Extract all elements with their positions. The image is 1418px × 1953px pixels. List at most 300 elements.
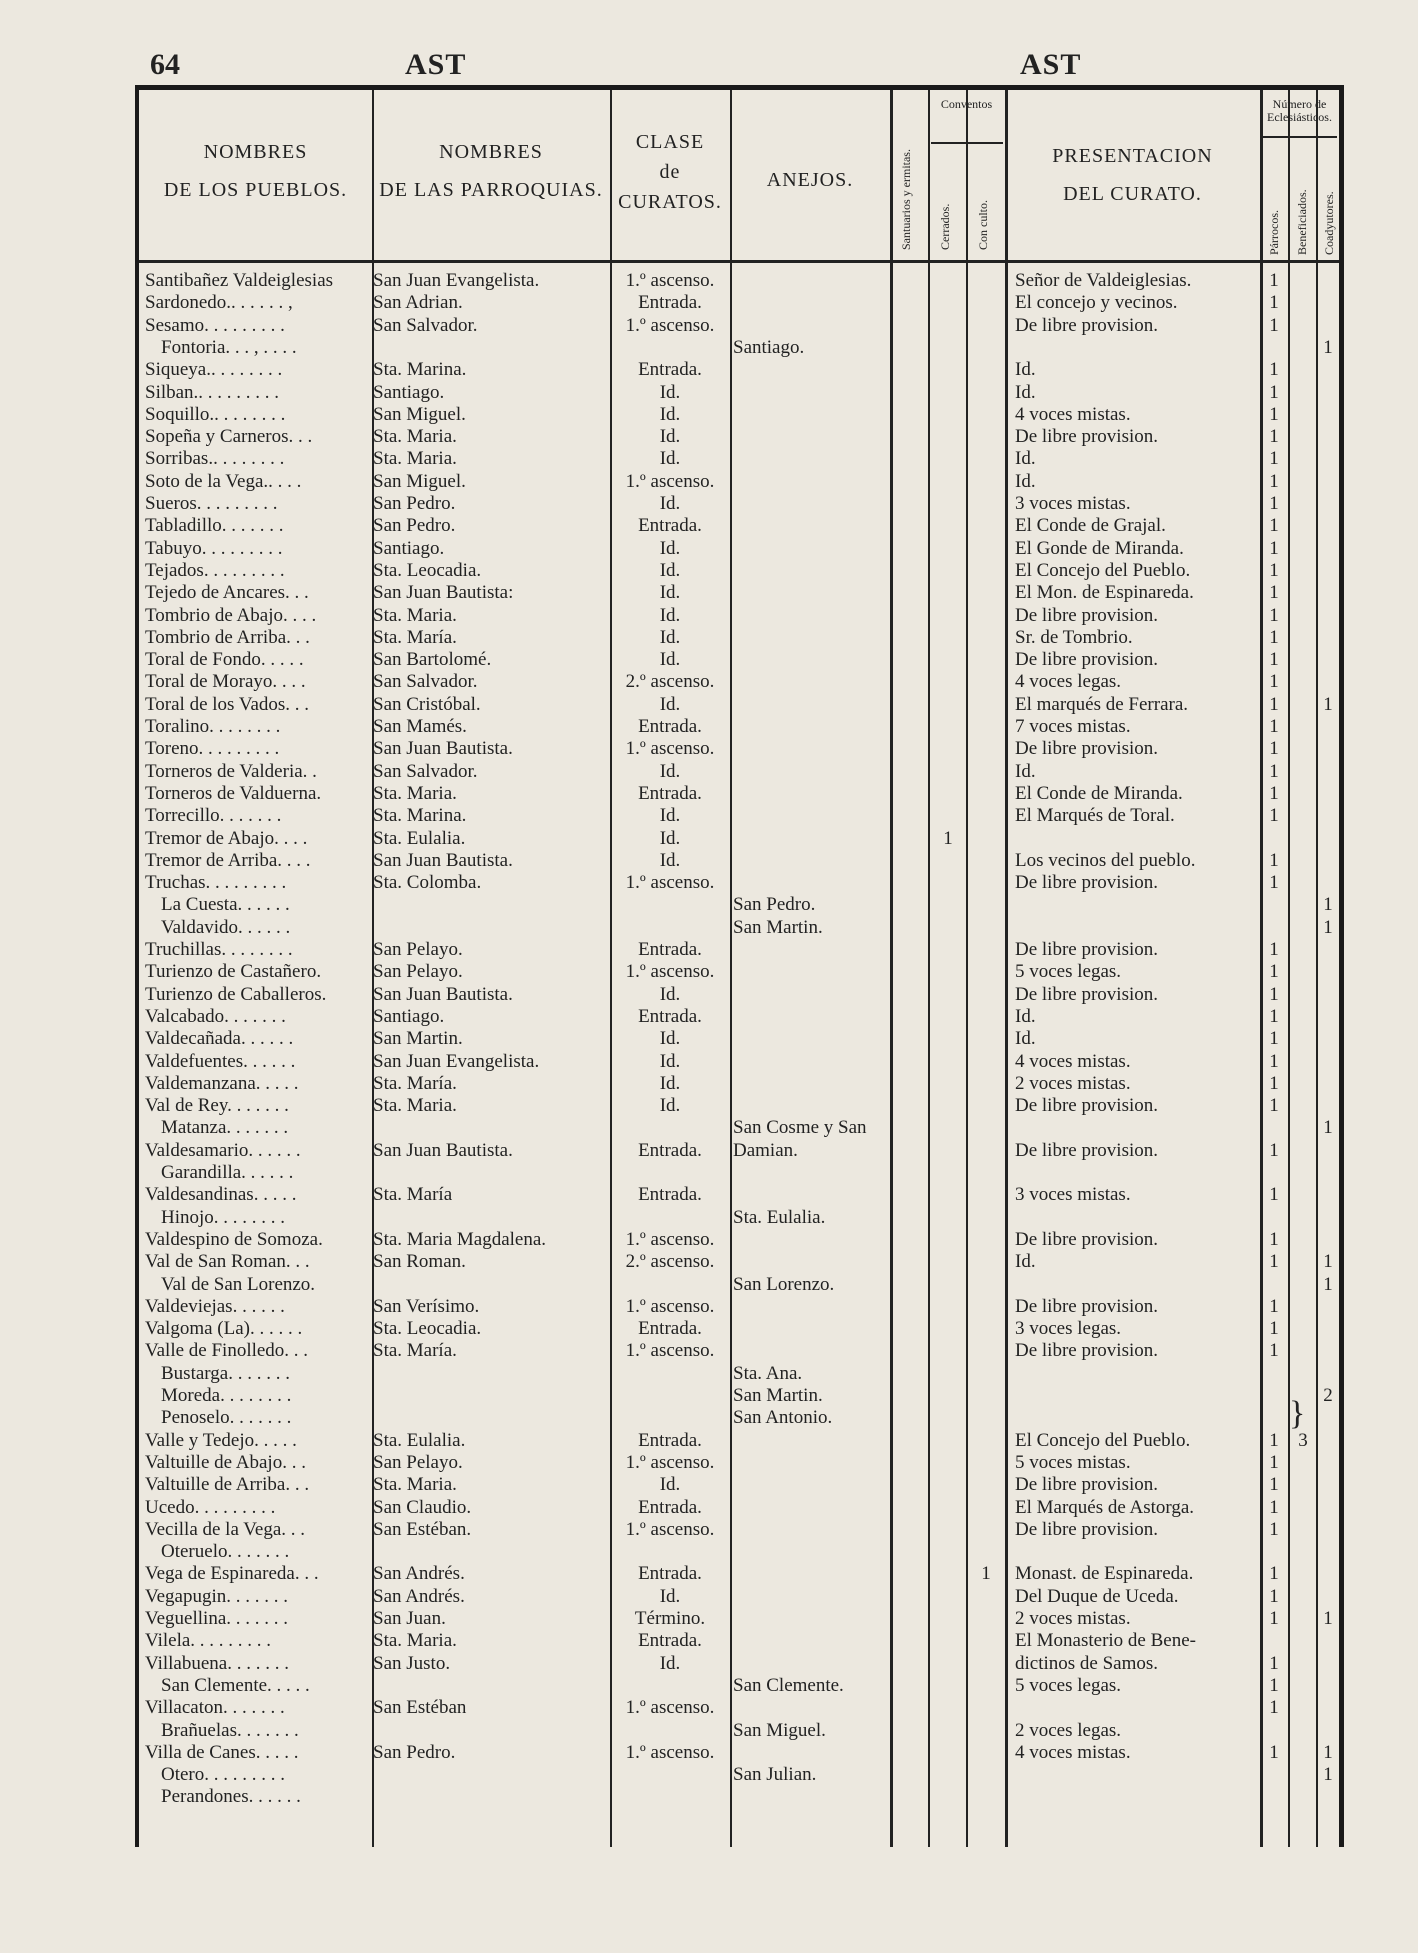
table-row <box>139 649 1339 671</box>
anejo-cell: San Martin. <box>733 1385 823 1406</box>
parrocos-cell: 1 <box>1269 1095 1279 1117</box>
parroquia-cell: San Pedro. <box>373 493 456 514</box>
pueblo-cell: Tremor de Abajo. . . . <box>145 827 308 849</box>
pueblo-cell: Toral de los Vados. . . <box>145 693 310 715</box>
pueblo-cell: Torneros de Valderia. . <box>145 760 317 782</box>
parroquia-cell: San Pedro. <box>373 1741 456 1763</box>
table-row <box>139 471 1339 493</box>
running-head-right: AST <box>1020 48 1082 81</box>
header-beneficiados: Beneficiados. <box>1295 189 1309 255</box>
anejo-cell: San Antonio. <box>733 1407 833 1429</box>
anejo-cell: San Cosme y San <box>733 1117 867 1139</box>
beneficiados-cell: 3 <box>1298 1429 1308 1451</box>
pueblo-cell: Fontoria. . . , . . . . <box>161 336 297 358</box>
parroquia-cell: San Juan Evangelista. <box>373 1050 540 1072</box>
header-parroquias: NOMBRES DE LAS PARROQUIAS. <box>379 141 603 201</box>
table-row <box>139 1073 1339 1095</box>
parrocos-cell: 1 <box>1269 1184 1279 1206</box>
parroquia-cell: San Juan Evangelista. <box>373 270 540 291</box>
presentacion-cell: 5 voces legas. <box>1015 1674 1122 1696</box>
pueblo-cell: Val de Rey. . . . . . . <box>145 1095 289 1117</box>
parroquia-cell: Sta. Maria. <box>373 1474 457 1496</box>
parroquia-cell: San Juan Bautista. <box>373 983 513 1005</box>
pueblo-cell: Brañuelas. . . . . . . <box>161 1719 299 1741</box>
table-row <box>139 538 1339 560</box>
pueblo-cell: Valdefuentes. . . . . . <box>145 1050 296 1072</box>
parrocos-cell: 1 <box>1269 381 1279 403</box>
pueblo-cell: Turienzo de Caballeros. <box>145 983 327 1005</box>
coadyutores-cell: 2 <box>1323 1385 1333 1406</box>
parrocos-cell: 1 <box>1269 493 1279 514</box>
parroquia-cell: Sta. María. <box>373 1072 457 1094</box>
coadyutores-cell: 1 <box>1323 1273 1333 1295</box>
parrocos-cell: 1 <box>1269 1451 1279 1473</box>
presentacion-cell: El Gonde de Miranda. <box>1015 537 1184 559</box>
con-culto-cell: 1 <box>981 1563 991 1585</box>
pueblo-cell: La Cuesta. . . . . . <box>161 894 290 916</box>
parroquia-cell: San Salvador. <box>373 671 478 693</box>
presentacion-cell: 3 voces mistas. <box>1015 1184 1131 1206</box>
clase-cell: Id. <box>659 649 681 671</box>
header-pueblos: NOMBRES DE LOS PUEBLOS. <box>163 141 348 201</box>
presentacion-cell: El Conde de Grajal. <box>1015 515 1166 537</box>
header-cerrados: Cerrados. <box>938 203 952 250</box>
parrocos-cell: 1 <box>1269 270 1279 291</box>
pueblo-cell: Villabuena. . . . . . . <box>145 1652 289 1674</box>
pueblo-cell: Garandilla. . . . . . <box>161 1162 294 1183</box>
table-row <box>139 961 1339 983</box>
table-row <box>139 1586 1339 1608</box>
clase-cell: Término. <box>634 1608 706 1629</box>
presentacion-cell: De libre provision. <box>1015 738 1159 760</box>
table-row <box>139 1697 1339 1719</box>
clase-cell: Entrada. <box>638 939 702 960</box>
presentacion-cell: 4 voces mistas. <box>1015 403 1131 425</box>
parroquia-cell: Sta. Maria. <box>373 1095 457 1117</box>
table-row <box>139 872 1339 894</box>
table-row <box>139 1028 1339 1050</box>
table-row <box>139 1675 1339 1697</box>
pueblo-cell: Soto de la Vega.. . . . <box>145 470 302 492</box>
parroquia-cell: San Pelayo. <box>373 961 463 983</box>
presentacion-cell: 4 voces mistas. <box>1015 1741 1131 1763</box>
pueblo-cell: Valle y Tedejo. . . . . <box>145 1429 297 1451</box>
parroquia-cell: San Andrés. <box>373 1585 465 1607</box>
header-conventos: Conventos <box>940 97 993 111</box>
coadyutores-cell: 1 <box>1323 693 1333 715</box>
parrocos-cell: 1 <box>1269 359 1279 381</box>
parrocos-cell: 1 <box>1269 849 1279 871</box>
pueblo-cell: Val de San Lorenzo. <box>161 1273 316 1295</box>
pueblo-cell: Valdespino de Somoza. <box>145 1228 323 1250</box>
table-row <box>139 1051 1339 1073</box>
parrocos-cell: 1 <box>1269 1028 1279 1050</box>
clase-cell: Entrada. <box>638 782 702 804</box>
table-row <box>139 939 1339 961</box>
pueblo-cell: Vecilla de la Vega. . . <box>145 1518 306 1540</box>
pueblo-cell: Villacaton. . . . . . . <box>145 1697 285 1719</box>
table-row <box>139 582 1339 604</box>
table-row <box>139 1452 1339 1474</box>
table-row <box>139 359 1339 381</box>
pueblo-cell: Toral de Fondo. . . . . <box>145 649 304 671</box>
parroquia-cell: San Bartolomé. <box>373 649 492 671</box>
table-row <box>139 738 1339 760</box>
clase-cell: Id. <box>659 827 681 849</box>
clase-cell: 1.º ascenso. <box>625 314 715 336</box>
anejo-cell: Santiago. <box>733 336 805 358</box>
presentacion-cell: Los vecinos del pueblo. <box>1015 849 1196 871</box>
moreda-brace-icon: } <box>1289 1395 1306 1432</box>
parroquia-cell: San Salvador. <box>373 760 478 782</box>
parroquia-cell: San Juan Bautista. <box>373 1139 513 1161</box>
coadyutores-cell: 1 <box>1323 1251 1333 1273</box>
anejo-cell: Sta. Ana. <box>733 1362 803 1384</box>
table-row <box>139 694 1339 716</box>
parroquia-cell: San Juan. <box>373 1608 446 1629</box>
table-row <box>139 1430 1339 1452</box>
parroquia-cell: San Justo. <box>373 1652 451 1674</box>
table-row <box>139 805 1339 827</box>
parrocos-cell: 1 <box>1269 961 1279 983</box>
presentacion-cell: De libre provision. <box>1015 1295 1159 1317</box>
parrocos-cell: 1 <box>1269 1251 1279 1273</box>
table-row <box>139 1630 1339 1652</box>
parroquia-cell: San Martin. <box>373 1028 463 1050</box>
parrocos-cell: 1 <box>1269 649 1279 671</box>
table-row <box>139 984 1339 1006</box>
table-row <box>139 493 1339 515</box>
presentacion-cell: 2 voces mistas. <box>1015 1072 1131 1094</box>
parrocos-cell: 1 <box>1269 1585 1279 1607</box>
table-row <box>139 1786 1339 1808</box>
parrocos-cell: 1 <box>1269 604 1279 626</box>
parroquia-cell: San Miguel. <box>373 470 466 492</box>
pueblo-cell: Turienzo de Castañero. <box>145 961 322 983</box>
presentacion-cell: El Marqués de Astorga. <box>1015 1496 1195 1518</box>
presentacion-cell: Id. <box>1015 359 1036 381</box>
clase-cell: 1.º ascenso. <box>625 872 715 894</box>
clase-cell: Id. <box>659 1028 681 1050</box>
table-row <box>139 448 1339 470</box>
clase-cell: Id. <box>659 381 681 403</box>
pueblo-cell: San Clemente. . . . . <box>161 1674 310 1696</box>
pueblo-cell: Moreda. . . . . . . . <box>161 1385 292 1406</box>
parrocos-cell: 1 <box>1269 1318 1279 1340</box>
parroquia-cell: Sta. Colomba. <box>373 872 482 894</box>
anejo-cell: San Martin. <box>733 916 823 938</box>
table-row <box>139 1006 1339 1028</box>
coadyutores-cell: 1 <box>1323 916 1333 938</box>
parrocos-cell: 1 <box>1269 426 1279 448</box>
presentacion-cell: El Monasterio de Bene- <box>1015 1630 1196 1652</box>
clase-cell: 1.º ascenso. <box>625 1228 715 1250</box>
pueblo-cell: Tabuyo. . . . . . . . . <box>145 537 283 559</box>
clase-cell: Id. <box>659 537 681 559</box>
pueblo-cell: Valdesandinas. . . . . <box>145 1184 297 1206</box>
coadyutores-cell: 1 <box>1323 1764 1333 1786</box>
pueblo-cell: Hinojo. . . . . . . . <box>161 1206 286 1228</box>
parish-table <box>135 85 1344 1847</box>
clase-cell: Entrada. <box>638 1563 702 1585</box>
pueblo-cell: Silban.. . . . . . . . . <box>145 381 280 403</box>
pueblo-cell: Valtuille de Arriba. . . <box>145 1474 310 1496</box>
pueblo-cell: Valgoma (La). . . . . . <box>145 1318 303 1340</box>
parroquia-cell: San Juan Bautista: <box>373 582 514 604</box>
parrocos-cell: 1 <box>1269 515 1279 537</box>
table-row <box>139 270 1339 292</box>
anejo-cell: San Lorenzo. <box>733 1273 835 1295</box>
clase-cell: Entrada. <box>638 1496 702 1518</box>
presentacion-cell: 7 voces mistas. <box>1015 716 1131 737</box>
pueblo-cell: Tejados. . . . . . . . . <box>145 559 285 581</box>
numero-brace <box>1262 136 1337 138</box>
parroquia-cell: San Cristóbal. <box>373 693 481 715</box>
pueblo-cell: Toralino. . . . . . . . <box>145 716 281 737</box>
parrocos-cell: 1 <box>1269 1050 1279 1072</box>
presentacion-cell: De libre provision. <box>1015 1340 1159 1362</box>
pueblo-cell: Valdesamario. . . . . . <box>145 1139 301 1161</box>
clase-cell: Entrada. <box>638 1139 702 1161</box>
presentacion-cell: 3 voces legas. <box>1015 1318 1122 1340</box>
clase-cell: 1.º ascenso. <box>625 1340 715 1362</box>
parroquia-cell: Sta. Leocadia. <box>373 559 482 581</box>
parrocos-cell: 1 <box>1269 559 1279 581</box>
header-coadyutores: Coadyutores. <box>1322 191 1336 255</box>
table-row <box>139 627 1339 649</box>
pueblo-cell: Siqueya.. . . . . . . . <box>145 359 283 381</box>
table-row <box>139 1385 1339 1407</box>
parroquia-cell: Sta. María. <box>373 626 457 648</box>
parroquia-cell: San Mamés. <box>373 716 467 737</box>
pueblo-cell: Soquillo.. . . . . . . . <box>145 403 286 425</box>
clase-cell: Id. <box>659 805 681 827</box>
presentacion-cell: El Mon. de Espinareda. <box>1015 582 1194 604</box>
table-row <box>139 560 1339 582</box>
clase-cell: Id. <box>659 849 681 871</box>
pueblo-cell: Otero. . . . . . . . . <box>161 1764 286 1786</box>
parroquia-cell: San Pelayo. <box>373 939 463 960</box>
clase-cell: Id. <box>659 693 681 715</box>
parroquia-cell: San Juan Bautista. <box>373 849 513 871</box>
table-row <box>139 1140 1339 1162</box>
parrocos-cell: 1 <box>1269 1005 1279 1027</box>
presentacion-cell: Id. <box>1015 381 1036 403</box>
parrocos-cell: 1 <box>1269 1228 1279 1250</box>
pueblo-cell: Vilela. . . . . . . . . <box>145 1630 272 1652</box>
table-row <box>139 1229 1339 1251</box>
table-row <box>139 426 1339 448</box>
table-row <box>139 671 1339 693</box>
clase-cell: Id. <box>659 626 681 648</box>
clase-cell: Id. <box>659 604 681 626</box>
table-row <box>139 1541 1339 1563</box>
parrocos-cell: 1 <box>1269 470 1279 492</box>
pueblo-cell: Truchas. . . . . . . . . <box>145 872 287 894</box>
table-row <box>139 1742 1339 1764</box>
parrocos-cell: 1 <box>1269 1340 1279 1362</box>
anejo-cell: Damian. <box>733 1139 798 1161</box>
parrocos-cell: 1 <box>1269 582 1279 604</box>
pueblo-cell: Penoselo. . . . . . . <box>161 1407 292 1429</box>
pueblo-cell: Valdemanzana. . . . . <box>145 1072 299 1094</box>
parroquia-cell: Sta. María. <box>373 1340 457 1362</box>
pueblo-cell: Tejedo de Ancares. . . <box>145 582 309 604</box>
clase-cell: Entrada. <box>638 292 702 314</box>
presentacion-cell: El Marqués de Toral. <box>1015 805 1175 827</box>
clase-cell: 1.º ascenso. <box>625 738 715 760</box>
table-row <box>139 1720 1339 1742</box>
header-santuarios: Santuarios y ermitas. <box>899 149 913 250</box>
anejo-cell: Sta. Eulalia. <box>733 1206 826 1228</box>
clase-cell: 2.º ascenso. <box>625 1251 715 1273</box>
presentacion-cell: De libre provision. <box>1015 1474 1159 1496</box>
parroquia-cell: San Miguel. <box>373 403 466 425</box>
presentacion-cell: El concejo y vecinos. <box>1015 292 1178 314</box>
header-presentacion: PRESENTACION DEL CURATO. <box>1052 145 1213 205</box>
presentacion-cell: 5 voces mistas. <box>1015 1451 1131 1473</box>
parroquia-cell: Santiago. <box>373 537 445 559</box>
table-row <box>139 1318 1339 1340</box>
parroquia-cell: San Pedro. <box>373 515 456 537</box>
table-row <box>139 382 1339 404</box>
parroquia-cell: Sta. Maria. <box>373 604 457 626</box>
clase-cell: 1.º ascenso. <box>625 270 715 291</box>
table-row <box>139 761 1339 783</box>
parroquia-cell: San Verísimo. <box>373 1295 480 1317</box>
clase-cell: 1.º ascenso. <box>625 1741 715 1763</box>
presentacion-cell: Id. <box>1015 760 1036 782</box>
coadyutores-cell: 1 <box>1323 1608 1333 1629</box>
table-row <box>139 292 1339 314</box>
presentacion-cell: Del Duque de Uceda. <box>1015 1585 1179 1607</box>
pueblo-cell: Oteruelo. . . . . . . <box>161 1541 290 1563</box>
parroquia-cell: Sta. Leocadia. <box>373 1318 482 1340</box>
parroquia-cell: Sta. Maria. <box>373 782 457 804</box>
table-row <box>139 1184 1339 1206</box>
pueblo-cell: Sopeña y Carneros. . . <box>145 426 313 448</box>
parrocos-cell: 1 <box>1269 872 1279 894</box>
parroquia-cell: Sta. María <box>373 1184 453 1206</box>
pueblo-cell: Toral de Morayo. . . . <box>145 671 306 693</box>
presentacion-cell: 4 voces legas. <box>1015 671 1122 693</box>
presentacion-cell: De libre provision. <box>1015 1518 1159 1540</box>
clase-cell: Id. <box>659 582 681 604</box>
parroquia-cell: San Pelayo. <box>373 1451 463 1473</box>
header-con-culto: Con culto. <box>976 200 990 250</box>
pueblo-cell: Valdecañada. . . . . . <box>145 1028 294 1050</box>
header-anejos: ANEJOS. <box>766 169 854 191</box>
presentacion-cell: Id. <box>1015 448 1036 470</box>
parrocos-cell: 1 <box>1269 1674 1279 1696</box>
parrocos-cell: 1 <box>1269 1429 1279 1451</box>
clase-cell: 1.º ascenso. <box>625 1518 715 1540</box>
table-row <box>139 315 1339 337</box>
table-row <box>139 404 1339 426</box>
parroquia-cell: Sta. Eulalia. <box>373 827 466 849</box>
clase-cell: Id. <box>659 559 681 581</box>
clase-cell: Entrada. <box>638 1630 702 1652</box>
parrocos-cell: 1 <box>1269 1741 1279 1763</box>
parroquia-cell: San Roman. <box>373 1251 466 1273</box>
presentacion-cell: 2 voces mistas. <box>1015 1608 1131 1629</box>
pueblo-cell: Tabladillo. . . . . . . <box>145 515 284 537</box>
parrocos-cell: 1 <box>1269 716 1279 737</box>
pueblo-cell: Valdavido. . . . . . <box>161 916 291 938</box>
clase-cell: 1.º ascenso. <box>625 1451 715 1473</box>
parrocos-cell: 1 <box>1269 805 1279 827</box>
parrocos-cell: 1 <box>1269 626 1279 648</box>
parrocos-cell: 1 <box>1269 448 1279 470</box>
parrocos-cell: 1 <box>1269 738 1279 760</box>
table-row <box>139 515 1339 537</box>
presentacion-cell: El Concejo del Pueblo. <box>1015 1429 1191 1451</box>
presentacion-cell: Id. <box>1015 1251 1036 1273</box>
table-row <box>139 1296 1339 1318</box>
coadyutores-cell: 1 <box>1323 894 1333 916</box>
parrocos-cell: 1 <box>1269 292 1279 314</box>
clase-cell: Entrada. <box>638 515 702 537</box>
clase-cell: 1.º ascenso. <box>625 470 715 492</box>
clase-cell: 1.º ascenso. <box>625 1295 715 1317</box>
header-parrocos: Párrocos. <box>1267 210 1281 255</box>
table-row <box>139 894 1339 916</box>
parrocos-cell: 1 <box>1269 1496 1279 1518</box>
table-row <box>139 1653 1339 1675</box>
anejo-cell: San Julian. <box>733 1764 817 1786</box>
pueblo-cell: Vegapugin. . . . . . . <box>145 1585 289 1607</box>
pueblo-cell: Valcabado. . . . . . . <box>145 1005 286 1027</box>
parrocos-cell: 1 <box>1269 983 1279 1005</box>
pueblo-cell: Torneros de Valduerna. <box>145 782 322 804</box>
table-row <box>139 917 1339 939</box>
table-row <box>139 605 1339 627</box>
pueblo-cell: Valle de Finolledo. . . <box>145 1340 309 1362</box>
pueblo-cell: Toreno. . . . . . . . . <box>145 738 280 760</box>
parrocos-cell: 1 <box>1269 1608 1279 1629</box>
clase-cell: 1.º ascenso. <box>625 961 715 983</box>
clase-cell: Id. <box>659 1050 681 1072</box>
pueblo-cell: Tombrio de Abajo. . . . <box>145 604 317 626</box>
page-number: 64 <box>150 48 180 81</box>
presentacion-cell: De libre provision. <box>1015 314 1159 336</box>
anejo-cell: San Clemente. <box>733 1674 844 1696</box>
parroquia-cell: Sta. Maria Magdalena. <box>373 1228 547 1250</box>
parrocos-cell: 1 <box>1269 1697 1279 1719</box>
presentacion-cell: De libre provision. <box>1015 1139 1159 1161</box>
pueblo-cell: Sueros. . . . . . . . . <box>145 493 278 514</box>
table-row <box>139 850 1339 872</box>
presentacion-cell: Señor de Valdeiglesias. <box>1015 270 1192 291</box>
table-row <box>139 1519 1339 1541</box>
clase-cell: Entrada. <box>638 359 702 381</box>
parrocos-cell: 1 <box>1269 1295 1279 1317</box>
clase-cell: Entrada. <box>638 716 702 737</box>
table-row <box>139 1563 1339 1585</box>
coadyutores-cell: 1 <box>1323 1117 1333 1139</box>
coadyutores-cell: 1 <box>1323 336 1333 358</box>
pueblo-cell: Tombrio de Arriba. . . <box>145 626 310 648</box>
pueblo-cell: Villa de Canes. . . . . <box>145 1741 299 1763</box>
presentacion-cell: Id. <box>1015 1005 1036 1027</box>
conventos-brace <box>931 142 1003 144</box>
table-row <box>139 1117 1339 1139</box>
parrocos-cell: 1 <box>1269 314 1279 336</box>
clase-cell: Id. <box>659 1095 681 1117</box>
presentacion-cell: El Conde de Miranda. <box>1015 782 1183 804</box>
parrocos-cell: 1 <box>1269 1139 1279 1161</box>
coadyutores-cell: 1 <box>1323 1741 1333 1763</box>
